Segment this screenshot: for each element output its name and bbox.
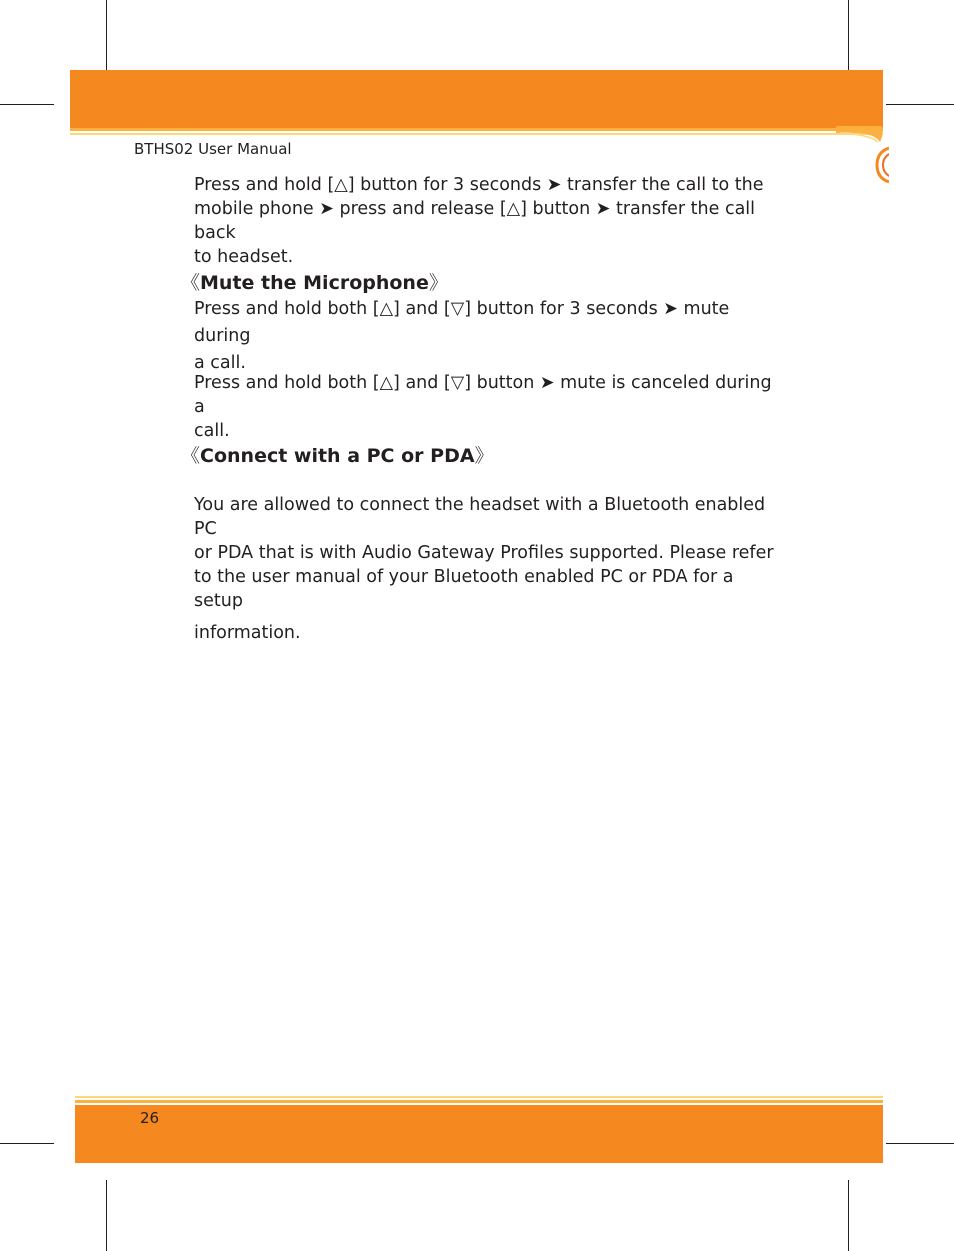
heading-title: Connect with a PC or PDA [200,445,475,467]
crop-mark [106,1180,107,1251]
text-line: a call. [194,353,246,373]
header-stripe-light [70,133,883,135]
side-tab-decoration [875,144,889,186]
document-title: BTHS02 User Manual [134,140,292,158]
text-line: or PDA that is with Audio Gateway Profiles supported. Please refer [194,543,774,563]
text-line: to the user manual of your Bluetooth enabled PC or PDA for a setup [194,567,734,611]
header-band [70,70,883,128]
bracket-close: 》 [428,272,448,294]
footer-stripe-light [75,1096,883,1098]
crop-mark [0,1143,54,1144]
text-line: Press and hold both [△] and [▽] button ➤ mute is canceled during a [194,373,772,417]
text-line: call. [194,421,230,441]
heading-title: Mute the Microphone [200,272,429,294]
bracket-open: 《 [181,272,201,294]
crop-mark [106,0,107,70]
crop-mark [848,0,849,70]
unmute-paragraph [194,371,784,443]
page-number: 26 [140,1109,160,1127]
connect-pc-pda-heading [181,444,494,468]
footer-band [75,1105,883,1163]
bracket-close: 》 [474,445,494,467]
crop-mark [886,1143,954,1144]
connect-paragraph [194,493,784,645]
crop-mark [848,1180,849,1251]
transfer-call-paragraph [194,173,784,269]
bracket-open: 《 [181,445,201,467]
footer-stripe [75,1100,883,1103]
header-stripe [70,128,883,131]
text-line: You are allowed to connect the headset with a Bluetooth enabled PC [194,495,766,539]
text-line: Press and hold both [△] and [▽] button for 3 seconds ➤ mute during [194,299,730,346]
text-line: information. [194,623,301,643]
crop-mark [886,104,954,105]
text-line: to headset. [194,247,294,267]
mute-paragraph [194,296,784,377]
text-line: mobile phone ➤ press and release [△] button ➤ transfer the call back [194,199,756,243]
mute-microphone-heading [181,271,448,295]
crop-mark [0,104,54,105]
text-line: Press and hold [△] button for 3 seconds ➤ transfer the call to the [194,175,764,195]
